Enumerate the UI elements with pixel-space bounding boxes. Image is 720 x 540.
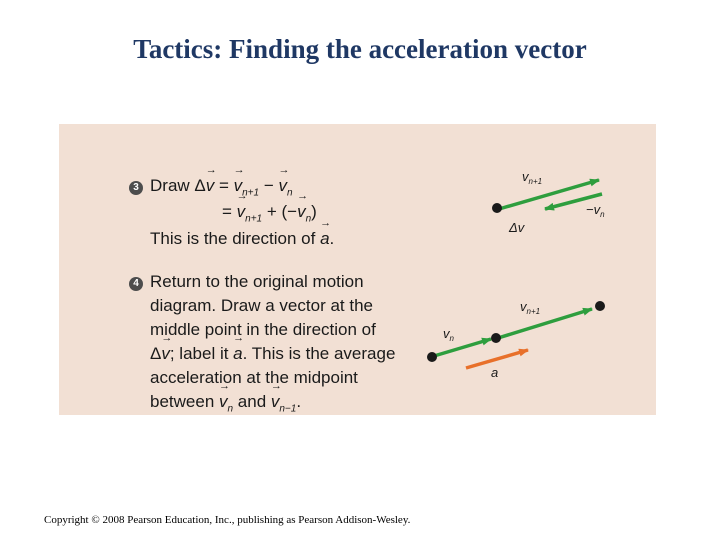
a-symbol-2: → a bbox=[233, 344, 242, 364]
v-n-plus-1-symbol-2: → v bbox=[237, 202, 246, 222]
step-4-line-2: diagram. Draw a vector at the bbox=[150, 296, 373, 315]
top-label-v-n-plus-1: $v_{n+1}$ bbox=[522, 169, 543, 186]
subscript-n: n bbox=[286, 187, 293, 199]
delta-v-symbol-2: → v bbox=[161, 344, 170, 364]
v-n-plus-1-symbol: → v bbox=[234, 176, 243, 196]
bottom-label-v-n-plus-1: $v_{n+1}$ bbox=[520, 299, 541, 316]
minus-sign: − bbox=[259, 176, 279, 195]
step-3-badge: 3 bbox=[129, 181, 143, 195]
vector-v-n-plus-1-arrow bbox=[499, 180, 599, 209]
between-text: between bbox=[150, 392, 219, 411]
bottom-label-a: a bbox=[491, 365, 499, 380]
subscript-n-plus-1: n+1 bbox=[242, 187, 260, 199]
step-3-draw-text: Draw Δ bbox=[150, 176, 206, 195]
vector-diagrams bbox=[59, 124, 656, 415]
vector-v-n-plus-1-bottom-arrow bbox=[498, 309, 592, 338]
point-n-plus-1 bbox=[595, 301, 605, 311]
subscript-n-2: n bbox=[305, 213, 312, 225]
close-paren: ) bbox=[311, 202, 317, 221]
a-symbol: → a bbox=[320, 229, 329, 249]
top-point bbox=[492, 203, 502, 213]
subscript-n-plus-1-2: n+1 bbox=[245, 213, 263, 225]
direction-text: This is the direction of bbox=[150, 229, 321, 248]
v-n-symbol-3: → v bbox=[219, 392, 228, 412]
tactics-panel bbox=[59, 124, 656, 415]
v-n-minus-1-symbol: → v bbox=[271, 392, 280, 412]
subscript-n-minus-1: n−1 bbox=[279, 403, 297, 415]
delta-prefix: Δ bbox=[150, 344, 162, 363]
period-2: . bbox=[296, 392, 302, 411]
step-3-equals: = bbox=[214, 176, 234, 195]
label-it-text: ; label it bbox=[169, 344, 234, 363]
v-n-symbol: → v bbox=[278, 176, 287, 196]
step-3-equals-2: = bbox=[222, 202, 237, 221]
plus-paren: + (− bbox=[262, 202, 298, 221]
step-4-badge: 4 bbox=[129, 277, 143, 291]
step-4-line-5: acceleration at the midpoint bbox=[150, 368, 358, 387]
step-4-line-3: middle point in the direction of bbox=[150, 320, 376, 339]
step-4-line-1: Return to the original motion bbox=[150, 272, 364, 291]
subscript-n-3: n bbox=[227, 403, 234, 415]
delta-v-symbol: → v bbox=[206, 176, 215, 196]
top-label-delta-v: Δv bbox=[509, 220, 525, 235]
average-text: . This is the average bbox=[242, 344, 396, 363]
top-label-minus-v-n: $-v_n$ bbox=[586, 202, 605, 219]
period: . bbox=[329, 229, 335, 248]
copyright-notice: Copyright © 2008 Pearson Education, Inc., publishing as Pearson Addison-Wesley. bbox=[44, 514, 411, 526]
point-n-minus-1 bbox=[427, 352, 437, 362]
and-text: and bbox=[233, 392, 271, 411]
v-n-symbol-2: → v bbox=[297, 202, 306, 222]
bottom-label-v-n: $v_n$ bbox=[443, 326, 454, 343]
vector-v-n-arrow bbox=[434, 339, 491, 356]
slide-title: Tactics: Finding the acceleration vector bbox=[133, 34, 587, 64]
point-n bbox=[491, 333, 501, 343]
